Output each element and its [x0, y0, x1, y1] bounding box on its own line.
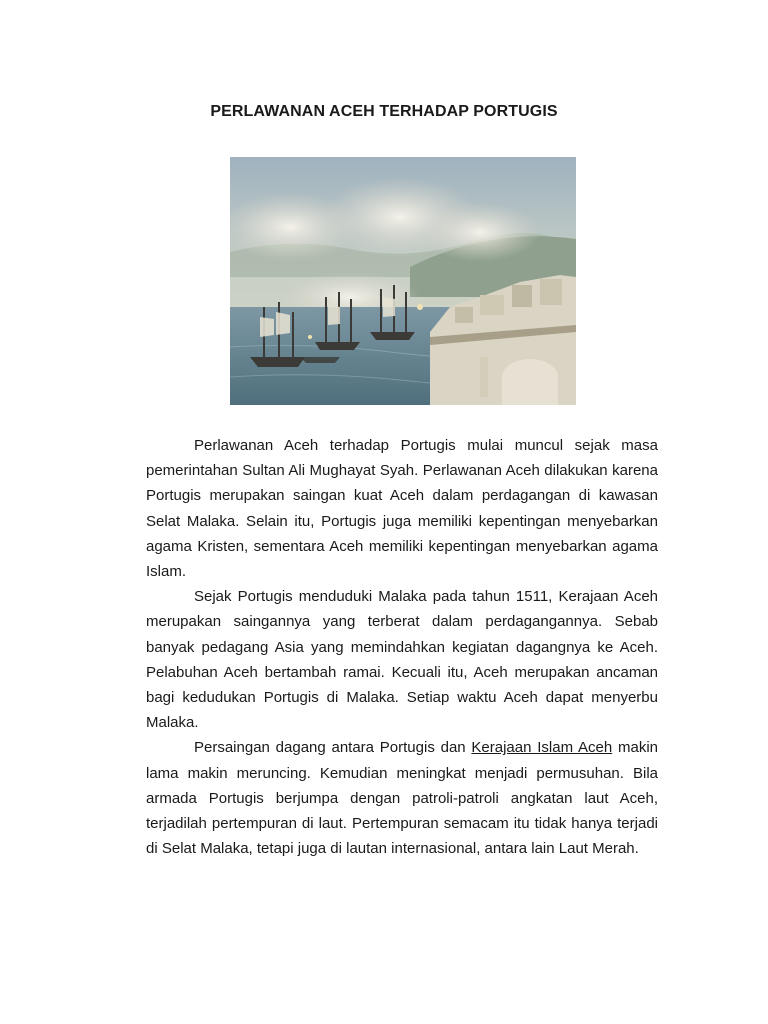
- paragraph-1: Perlawanan Aceh terhadap Portugis mulai muncul sejak masa pemerintahan Sultan Ali Mughayat Syah. Perlawanan Aceh dilakukan karena Portugis merupakan saingan kuat Aceh dalam perdagangan di kawasan Selat Malaka. Selain itu, Portugis juga memiliki kepentingan menyebarkan agama Kristen, sementara Aceh memiliki kepentingan menyebarkan agama Islam.: [146, 437, 658, 581]
- page-title: PERLAWANAN ACEH TERHADAP PORTUGIS: [210, 103, 558, 120]
- naval-battle-painting: [230, 157, 576, 405]
- article-body: [146, 433, 658, 861]
- paragraph-3-lead: Persaingan dagang antara Portugis dan: [194, 739, 472, 757]
- paragraph-3: [146, 735, 658, 861]
- kerajaan-islam-aceh-link[interactable]: Kerajaan Islam Aceh: [471, 739, 613, 757]
- paragraph-3-rest: makin lama makin meruncing. Kemudian meningkat menjadi permusuhan. Bila armada Portugis berjumpa dengan patroli-patroli angkatan laut Aceh, terjadilah pertempuran di laut. Pertempuran semacam itu tidak hanya terjadi di Selat Malaka, tetapi juga di lautan internasional, antara lain Laut Merah.: [146, 739, 658, 858]
- naval-battle-painting-icon: [230, 157, 576, 405]
- paragraph-2: Sejak Portugis menduduki Malaka pada tahun 1511, Kerajaan Aceh merupakan saingannya yang terberat dalam perdagangannya. Sebab banyak pedagang Asia yang memindahkan kegiatan dagangnya ke Aceh. Pelabuhan Aceh bertambah ramai. Kecuali itu, Aceh merupakan ancaman bagi kedudukan Portugis di Malaka. Setiap waktu Aceh dapat menyerbu Malaka.: [146, 588, 658, 732]
